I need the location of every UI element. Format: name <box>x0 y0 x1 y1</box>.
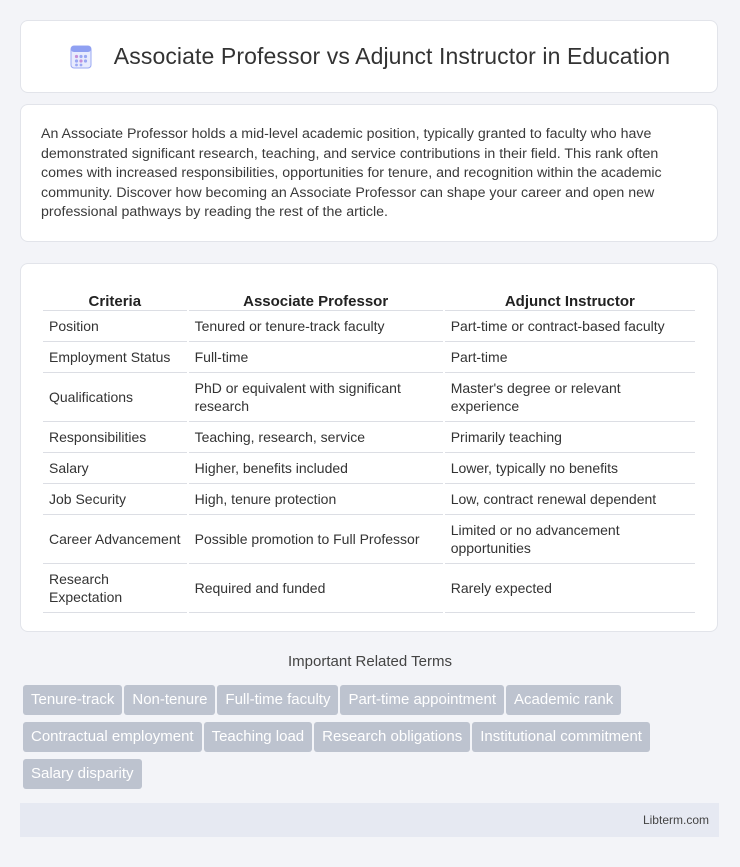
page-title: Associate Professor vs Adjunct Instructor in Education <box>113 43 671 69</box>
table-cell: Limited or no advancement opportunities <box>445 515 695 564</box>
table-cell: Rarely expected <box>445 564 695 613</box>
term-tag[interactable]: Research obligations <box>314 722 470 752</box>
table-cell: Higher, benefits included <box>189 453 443 484</box>
table-cell: Career Advancement <box>43 515 187 564</box>
table-row <box>43 373 695 422</box>
column-header: Criteria <box>43 284 187 311</box>
table-header-row <box>43 284 695 311</box>
table-cell: Primarily teaching <box>445 422 695 453</box>
term-tag[interactable]: Full-time faculty <box>217 685 338 715</box>
table-cell: Position <box>43 311 187 342</box>
table-row <box>43 311 695 342</box>
related-terms-title: Important Related Terms <box>288 653 452 670</box>
intro-paragraph: An Associate Professor holds a mid-level academic position, typically granted to faculty who have demonstrated significant research, teaching, and service contributions in their field. This rank often comes with increased responsibilities, opportunities for tenure, and recognition within the academic community. Discover how becoming an Associate Professor can shape your career and open new professional pathways by reading the rest of the article. <box>41 126 662 221</box>
table-cell: Full-time <box>189 342 443 373</box>
table-row <box>43 342 695 373</box>
table-cell: Master's degree or relevant experience <box>445 373 695 422</box>
document-grid-icon <box>68 44 94 70</box>
table-cell: Lower, typically no benefits <box>445 453 695 484</box>
table-cell: Qualifications <box>43 373 187 422</box>
table-row <box>43 564 695 613</box>
table-row <box>43 453 695 484</box>
column-header: Adjunct Instructor <box>445 284 695 311</box>
table-cell: Required and funded <box>189 564 443 613</box>
term-tag[interactable]: Institutional commitment <box>472 722 650 752</box>
comparison-table <box>41 284 697 613</box>
table-cell: Teaching, research, service <box>189 422 443 453</box>
table-row <box>43 484 695 515</box>
table-cell: Low, contract renewal dependent <box>445 484 695 515</box>
comparison-table-card <box>20 263 718 632</box>
term-tag[interactable]: Part-time appointment <box>340 685 504 715</box>
term-tag[interactable]: Non-tenure <box>124 685 215 715</box>
table-cell: Part-time or contract-based faculty <box>445 311 695 342</box>
table-cell: Possible promotion to Full Professor <box>189 515 443 564</box>
table-cell: Salary <box>43 453 187 484</box>
related-terms-list <box>23 685 723 796</box>
table-cell: Responsibilities <box>43 422 187 453</box>
table-cell: Job Security <box>43 484 187 515</box>
term-tag[interactable]: Contractual employment <box>23 722 202 752</box>
table-cell: Employment Status <box>43 342 187 373</box>
term-tag[interactable]: Teaching load <box>204 722 313 752</box>
table-cell: Tenured or tenure-track faculty <box>189 311 443 342</box>
intro-card <box>20 104 718 242</box>
term-tag[interactable]: Academic rank <box>506 685 621 715</box>
table-cell: Research Expectation <box>43 564 187 613</box>
table-row <box>43 515 695 564</box>
table-cell: High, tenure protection <box>189 484 443 515</box>
column-header: Associate Professor <box>189 284 443 311</box>
term-tag[interactable]: Tenure-track <box>23 685 122 715</box>
table-row <box>43 422 695 453</box>
footer <box>20 803 719 837</box>
header-card <box>20 20 718 93</box>
table-cell: PhD or equivalent with significant research <box>189 373 443 422</box>
footer-site-link[interactable]: Libterm.com <box>642 813 709 827</box>
term-tag[interactable]: Salary disparity <box>23 759 142 789</box>
table-cell: Part-time <box>445 342 695 373</box>
